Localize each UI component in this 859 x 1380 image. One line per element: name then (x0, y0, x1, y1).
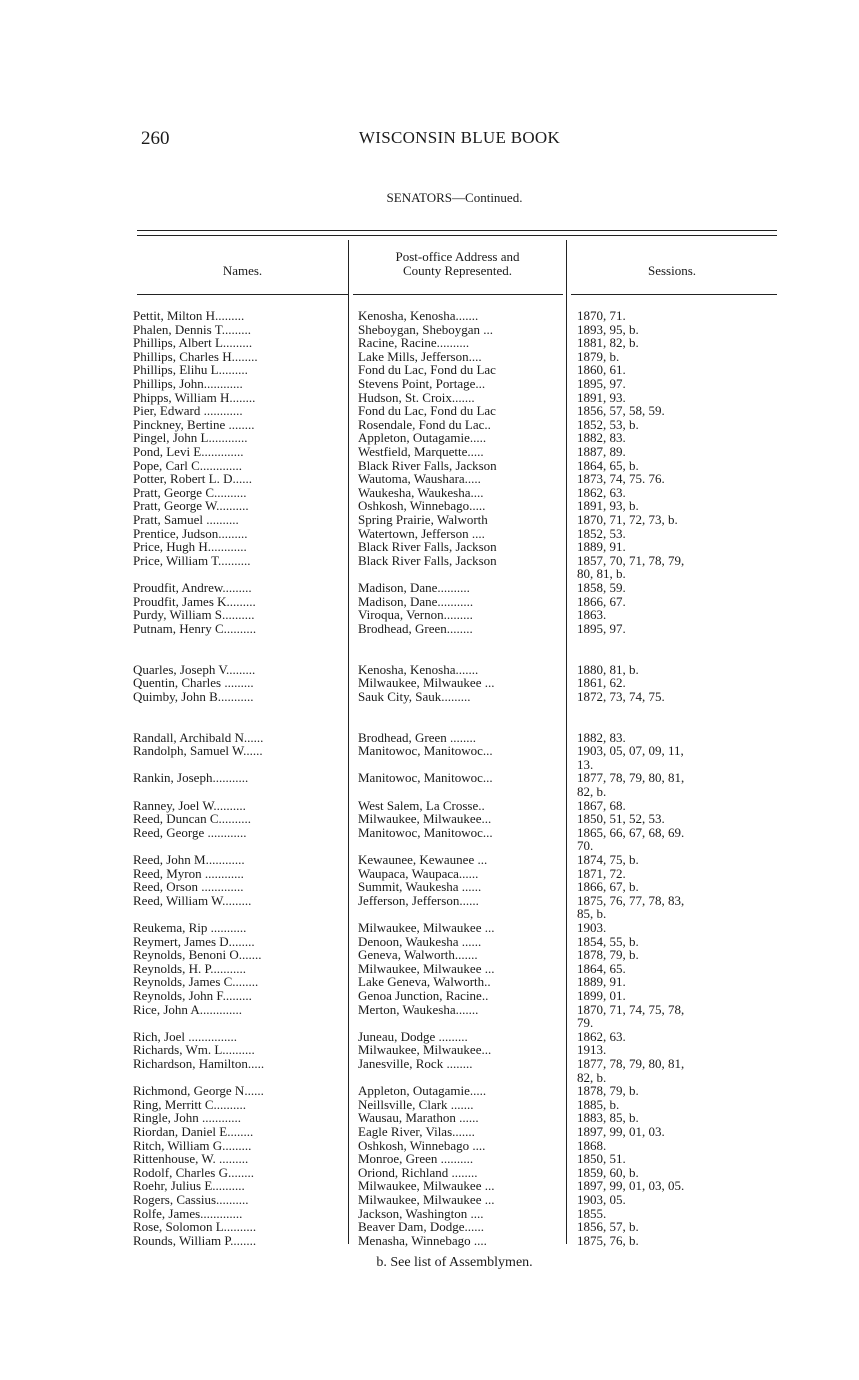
sessions-served: 1870, 71, 72, 73, b. (577, 513, 678, 527)
table-row (0, 894, 859, 908)
senator-name: Proudfit, Andrew......... (133, 581, 252, 595)
table-row (0, 486, 859, 500)
post-office-address: West Salem, La Crosse.. (358, 798, 485, 813)
senator-name: Pingel, John L............ (133, 431, 248, 446)
post-office-address: Milwaukee, Milwaukee ... (358, 961, 495, 976)
sessions-served: 1859, 60, b. (577, 1165, 639, 1180)
senator-name: Reed, Orson ............. (133, 880, 244, 895)
post-office-address: Milwaukee, Milwaukee ... (358, 676, 495, 691)
sessions-served: 1875, 76, 77, 78, 83, (577, 893, 685, 908)
sessions-served: 1880, 81, b. (577, 662, 639, 677)
sessions-served: 1862, 63. (577, 485, 626, 500)
senator-name: Pinckney, Bertine ........ (133, 417, 255, 432)
table-row (0, 1098, 859, 1112)
senator-name: Roehr, Julius E.......... (133, 1179, 245, 1194)
table-row (0, 771, 859, 785)
sessions-served: 1881, 82, b. (577, 336, 639, 351)
table-row (0, 513, 859, 527)
senator-name: Quentin, Charles ......... (133, 676, 254, 691)
post-office-address: Lake Mills, Jefferson.... (358, 349, 482, 364)
senator-name: Pier, Edward ............ (133, 404, 243, 419)
post-office-address: Black River Falls, Jackson (358, 553, 497, 568)
header-separator-address (353, 294, 563, 295)
sessions-served: 1867, 68. (577, 798, 626, 813)
senator-name: Pratt, George W.......... (133, 499, 249, 514)
senator-name: Rounds, William P........ (133, 1233, 257, 1248)
table-row (0, 350, 859, 364)
table-row (0, 731, 859, 745)
table-top-rule-inner (137, 235, 777, 236)
post-office-address: Madison, Dane........... (358, 594, 474, 609)
table-row (0, 826, 859, 840)
post-office-address: Jackson, Washington .... (358, 1206, 484, 1221)
post-office-address: Eagle River, Vilas....... (358, 1125, 475, 1139)
sessions-served: 1899, 01. (577, 989, 626, 1003)
sessions-served: 1868. (577, 1138, 607, 1153)
table-row (0, 962, 859, 976)
table-row (0, 948, 859, 962)
table-row (0, 921, 859, 935)
sessions-served: 79. (577, 1016, 594, 1031)
sessions-served: 1893, 95, b. (577, 322, 639, 337)
sessions-served: 1903, 05, 07, 09, 11, (577, 744, 684, 759)
table-row (0, 1207, 859, 1221)
table-row (0, 703, 859, 717)
table-row (0, 1193, 859, 1207)
senator-name: Rose, Solomon L.......... (133, 1220, 257, 1235)
sessions-served: 1874, 75, b. (577, 853, 639, 867)
sessions-served: 1852, 53. (577, 526, 626, 541)
post-office-address: Watertown, Jefferson .... (358, 526, 485, 541)
senator-name: Reed, Duncan C.......... (133, 812, 252, 827)
post-office-address: Kewaunee, Kewaunee ... (358, 853, 488, 867)
senator-name: Pond, Levi E............. (133, 445, 244, 459)
table-row (0, 839, 859, 853)
sessions-served: 1861, 62. (577, 676, 626, 691)
post-office-address: Janesville, Rock ........ (358, 1057, 473, 1071)
sessions-served: 1862, 63. (577, 1029, 626, 1044)
table-row (0, 758, 859, 772)
senator-name: Putnam, Henry C.......... (133, 621, 257, 636)
table-row (0, 622, 859, 636)
post-office-address: Viroqua, Vernon......... (358, 608, 473, 623)
table-row (0, 608, 859, 622)
table-row (0, 975, 859, 989)
post-office-address: Appleton, Outagamie..... (358, 431, 487, 446)
senator-name: Quarles, Joseph V......... (133, 662, 256, 677)
post-office-address: Brodhead, Green........ (358, 621, 473, 636)
senator-name: Rodolf, Charles G........ (133, 1165, 254, 1180)
post-office-address: Rosendale, Fond du Lac.. (358, 417, 491, 432)
table-row (0, 744, 859, 758)
post-office-address: Kenosha, Kenosha....... (358, 309, 479, 323)
sessions-served: 82, b. (577, 1070, 607, 1085)
post-office-address: Monroe, Green .......... (358, 1152, 474, 1167)
table-row (0, 1139, 859, 1153)
sessions-served: 1850, 51. (577, 1152, 626, 1167)
post-office-address: Fond du Lac, Fond du Lac (358, 404, 496, 419)
senator-name: Rogers, Cassius.......... (133, 1193, 249, 1207)
sessions-served: 1866, 67. (577, 594, 626, 609)
senator-name: Pettit, Milton H......... (133, 309, 245, 323)
table-row (0, 1125, 859, 1139)
running-head: WISCONSIN BLUE BOOK (358, 128, 561, 147)
post-office-address: Manitowoc, Manitowoc... (358, 744, 493, 759)
post-office-address: Manitowoc, Manitowoc... (358, 825, 493, 840)
senator-name: Reynolds, Benoni O....... (133, 948, 262, 963)
sessions-served: 1887, 89. (577, 445, 626, 459)
post-office-address: Menasha, Winnebago .... (358, 1233, 487, 1248)
table-row (0, 472, 859, 486)
table-row (0, 676, 859, 690)
post-office-address: Oriond, Richland ........ (358, 1165, 478, 1180)
table-row (0, 635, 859, 649)
senator-name: Potter, Robert L. D...... (133, 472, 252, 487)
senator-name: Rittenhouse, W. ......... (133, 1152, 249, 1167)
sessions-served: 1872, 73, 74, 75. (577, 689, 665, 704)
table-row (0, 690, 859, 704)
post-office-address: Oshkosh, Winnebago .... (358, 1138, 486, 1153)
sessions-served: 1891, 93. (577, 390, 626, 405)
sessions-served: 1856, 57, 58, 59. (577, 404, 665, 419)
table-row (0, 431, 859, 445)
post-office-address: Wautoma, Waushara..... (358, 472, 481, 487)
sessions-served: 1882, 83. (577, 431, 626, 446)
footnote: b. See list of Assemblymen. (376, 1255, 533, 1270)
table-row (0, 1111, 859, 1125)
table-row (0, 336, 859, 350)
post-office-address: Genoa Junction, Racine.. (358, 989, 489, 1003)
senator-name: Ranney, Joel W.......... (133, 798, 246, 813)
senator-name: Richards, Wm. L.......... (133, 1043, 255, 1058)
table-row (0, 1016, 859, 1030)
table-row (0, 391, 859, 405)
senator-name: Reed, George ............ (133, 825, 247, 840)
senator-name: Phillips, Albert L......... (133, 336, 253, 351)
senator-name: Ritch, William G......... (133, 1138, 252, 1153)
senator-name: Riordan, Daniel E........ (133, 1125, 254, 1139)
sessions-served: 80, 81, b. (577, 567, 626, 582)
table-row (0, 907, 859, 921)
table-row (0, 649, 859, 663)
post-office-address: Brodhead, Green ........ (358, 730, 477, 745)
table-row (0, 567, 859, 581)
post-office-address: Stevens Point, Portage... (358, 377, 486, 391)
sessions-served: 1865, 66, 67, 68, 69. (577, 825, 685, 840)
post-office-address: Fond du Lac, Fond du Lac (358, 363, 496, 378)
sessions-served: 1897, 99, 01, 03, 05. (577, 1179, 685, 1194)
table-row (0, 377, 859, 391)
senator-name: Proudfit, James K......... (133, 594, 256, 609)
senator-name: Phillips, Elihu L......... (133, 363, 248, 378)
post-office-address: Denoon, Waukesha ...... (358, 934, 482, 949)
sessions-served: 1879, b. (577, 349, 620, 364)
table-row (0, 404, 859, 418)
sessions-served: 1852, 53, b. (577, 417, 639, 432)
post-office-address: Milwaukee, Milwaukee... (358, 812, 492, 827)
senator-name: Reed, John M............ (133, 853, 245, 867)
senator-name: Phipps, William H........ (133, 390, 256, 405)
senator-name: Purdy, William S.......... (133, 608, 255, 623)
sessions-served: 1856, 57, b. (577, 1220, 639, 1235)
post-office-address: Milwaukee, Milwaukee ... (358, 1179, 495, 1194)
table-row (0, 418, 859, 432)
table-row (0, 1030, 859, 1044)
senator-name: Rankin, Joseph........... (133, 771, 249, 786)
sessions-served: 1895, 97. (577, 621, 626, 636)
sessions-served: 1889, 91. (577, 540, 626, 555)
table-row (0, 663, 859, 677)
post-office-address: Racine, Racine.......... (358, 336, 470, 351)
post-office-address: Waupaca, Waupaca...... (358, 866, 479, 881)
table-row (0, 581, 859, 595)
table-row (0, 853, 859, 867)
senator-name: Randolph, Samuel W...... (133, 744, 263, 759)
post-office-address: Spring Prairie, Walworth (358, 513, 488, 527)
table-row (0, 1152, 859, 1166)
senator-name: Reed, Myron ............ (133, 866, 244, 881)
post-office-address: Oshkosh, Winnebago..... (358, 499, 486, 514)
page-number: 260 (141, 128, 170, 149)
sessions-served: 1882, 83. (577, 730, 626, 745)
post-office-address: Lake Geneva, Walworth.. (358, 975, 491, 990)
sessions-served: 1878, 79, b. (577, 948, 639, 963)
table-row (0, 1166, 859, 1180)
senator-name: Quimby, John B........... (133, 689, 254, 704)
sessions-served: 1860, 61. (577, 363, 626, 378)
table-row (0, 812, 859, 826)
sessions-served: 1885, b. (577, 1097, 620, 1112)
sessions-served: 1864, 65. (577, 961, 626, 976)
table-row (0, 799, 859, 813)
post-office-address: Jefferson, Jefferson...... (358, 893, 479, 908)
senator-name: Prentice, Judson......... (133, 526, 248, 541)
sessions-served: 1897, 99, 01, 03. (577, 1125, 665, 1139)
post-office-address: Westfield, Marquette..... (358, 445, 484, 459)
sessions-served: 1866, 67, b. (577, 880, 639, 895)
sessions-served: 1877, 78, 79, 80, 81, (577, 771, 685, 786)
post-office-address: Milwaukee, Milwaukee ... (358, 921, 495, 935)
post-office-address: Black River Falls, Jackson (358, 458, 497, 473)
column-header-sessions: Sessions. (647, 263, 697, 278)
post-office-address: Appleton, Outagamie..... (358, 1084, 487, 1099)
sessions-served: 1857, 70, 71, 78, 79, (577, 553, 685, 568)
sessions-served: 1889, 91. (577, 975, 626, 990)
sessions-served: 1870, 71, 74, 75, 78, (577, 1002, 685, 1017)
header-separator-names (137, 294, 348, 295)
table-row (0, 363, 859, 377)
post-office-address: Summit, Waukesha ...... (358, 880, 482, 895)
table-row (0, 1179, 859, 1193)
senator-name: Reynolds, James C........ (133, 975, 259, 990)
table-row (0, 323, 859, 337)
header-separator-sessions (571, 294, 777, 295)
post-office-address: Juneau, Dodge ......... (358, 1029, 468, 1044)
senator-name: Phalen, Dennis T......... (133, 322, 251, 337)
table-row (0, 1043, 859, 1057)
table-row (0, 554, 859, 568)
post-office-address: Manitowoc, Manitowoc... (358, 771, 493, 786)
post-office-address: Beaver Dam, Dodge...... (358, 1220, 484, 1235)
table-row (0, 935, 859, 949)
sessions-served: 1850, 51, 52, 53. (577, 812, 665, 827)
sessions-served: 1883, 85, b. (577, 1111, 639, 1126)
table-row (0, 595, 859, 609)
table-row (0, 499, 859, 513)
table-row (0, 1234, 859, 1248)
column-header-address-line2: County Represented. (402, 263, 513, 278)
post-office-address: Madison, Dane.......... (358, 581, 470, 595)
sessions-served: 1870, 71. (577, 309, 626, 323)
table-row (0, 1071, 859, 1085)
sessions-served: 1877, 78, 79, 80, 81, (577, 1057, 685, 1071)
post-office-address: Milwaukee, Milwaukee... (358, 1043, 492, 1058)
senator-name: Ringle, John ............ (133, 1111, 241, 1126)
senator-name: Reynolds, John F......... (133, 989, 252, 1003)
table-row (0, 527, 859, 541)
sessions-served: 1871, 72. (577, 866, 626, 881)
sessions-served: 1854, 55, b. (577, 934, 639, 949)
table-row (0, 459, 859, 473)
table-row (0, 867, 859, 881)
senator-name: Pratt, Samuel .......... (133, 513, 239, 527)
post-office-address: Sauk City, Sauk......... (358, 689, 471, 704)
post-office-address: Neillsville, Clark ....... (358, 1097, 474, 1112)
table-row (0, 445, 859, 459)
sessions-served: 13. (577, 757, 594, 772)
sessions-served: 82, b. (577, 785, 607, 799)
column-header-address-line1: Post-office Address and (395, 249, 520, 264)
post-office-address: Kenosha, Kenosha....... (358, 662, 479, 677)
table-row (0, 1003, 859, 1017)
senator-name: Richardson, Hamilton..... (133, 1057, 265, 1071)
sessions-served: 1875, 76, b. (577, 1233, 639, 1248)
senator-name: Rolfe, James............. (133, 1206, 243, 1221)
column-header-names: Names. (222, 263, 263, 278)
table-row (0, 309, 859, 323)
senator-name: Rich, Joel ............... (133, 1029, 237, 1044)
sessions-served: 1873, 74, 75. 76. (577, 472, 665, 487)
table-row (0, 540, 859, 554)
senator-name: Reed, William W......... (133, 893, 252, 908)
post-office-address: Black River Falls, Jackson (358, 540, 497, 555)
sessions-served: 1858, 59. (577, 581, 626, 595)
sessions-served: 1878, 79, b. (577, 1084, 639, 1099)
table-row (0, 1220, 859, 1234)
table-row (0, 785, 859, 799)
post-office-address: Sheboygan, Sheboygan ... (358, 322, 494, 337)
senator-name: Pope, Carl C............. (133, 458, 243, 473)
sessions-served: 1913. (577, 1043, 607, 1058)
column-header-address (349, 250, 566, 278)
senator-name: Reymert, James D........ (133, 934, 255, 949)
senator-name: Reukema, Rip ........... (133, 921, 247, 935)
sessions-served: 1855. (577, 1206, 607, 1221)
sessions-served: 1903, 05. (577, 1193, 626, 1207)
post-office-address: Milwaukee, Milwaukee ... (358, 1193, 495, 1207)
senator-name: Price, William T.......... (133, 553, 251, 568)
senator-name: Richmond, George N...... (133, 1084, 264, 1099)
senator-name: Rice, John A............. (133, 1002, 243, 1017)
sessions-served: 1864, 65, b. (577, 458, 639, 473)
table-top-rule (137, 230, 777, 231)
post-office-address: Merton, Waukesha....... (358, 1002, 479, 1017)
sessions-served: 1895, 97. (577, 377, 626, 391)
senator-name: Pratt, George C.......... (133, 485, 247, 500)
senator-name: Phillips, Charles H........ (133, 349, 258, 364)
sessions-served: 85, b. (577, 907, 607, 922)
post-office-address: Wausau, Marathon ...... (358, 1111, 479, 1126)
senator-name: Reynolds, H. P........... (133, 961, 247, 976)
sessions-served: 1891, 93, b. (577, 499, 639, 514)
table-row (0, 1057, 859, 1071)
senator-name: Price, Hugh H............ (133, 540, 247, 555)
table-row (0, 1084, 859, 1098)
sessions-served: 70. (577, 839, 594, 854)
post-office-address: Geneva, Walworth....... (358, 948, 478, 963)
sessions-served: 1903. (577, 921, 607, 935)
table-row (0, 880, 859, 894)
post-office-address: Waukesha, Waukesha.... (358, 485, 484, 500)
senator-name: Randall, Archibald N...... (133, 730, 264, 745)
sessions-served: 1863. (577, 608, 607, 623)
table-row (0, 989, 859, 1003)
post-office-address: Hudson, St. Croix....... (358, 390, 475, 405)
section-title: SENATORS—Continued. (386, 190, 523, 205)
senator-name: Phillips, John............ (133, 377, 243, 391)
senator-name: Ring, Merritt C.......... (133, 1097, 247, 1112)
table-row (0, 717, 859, 731)
